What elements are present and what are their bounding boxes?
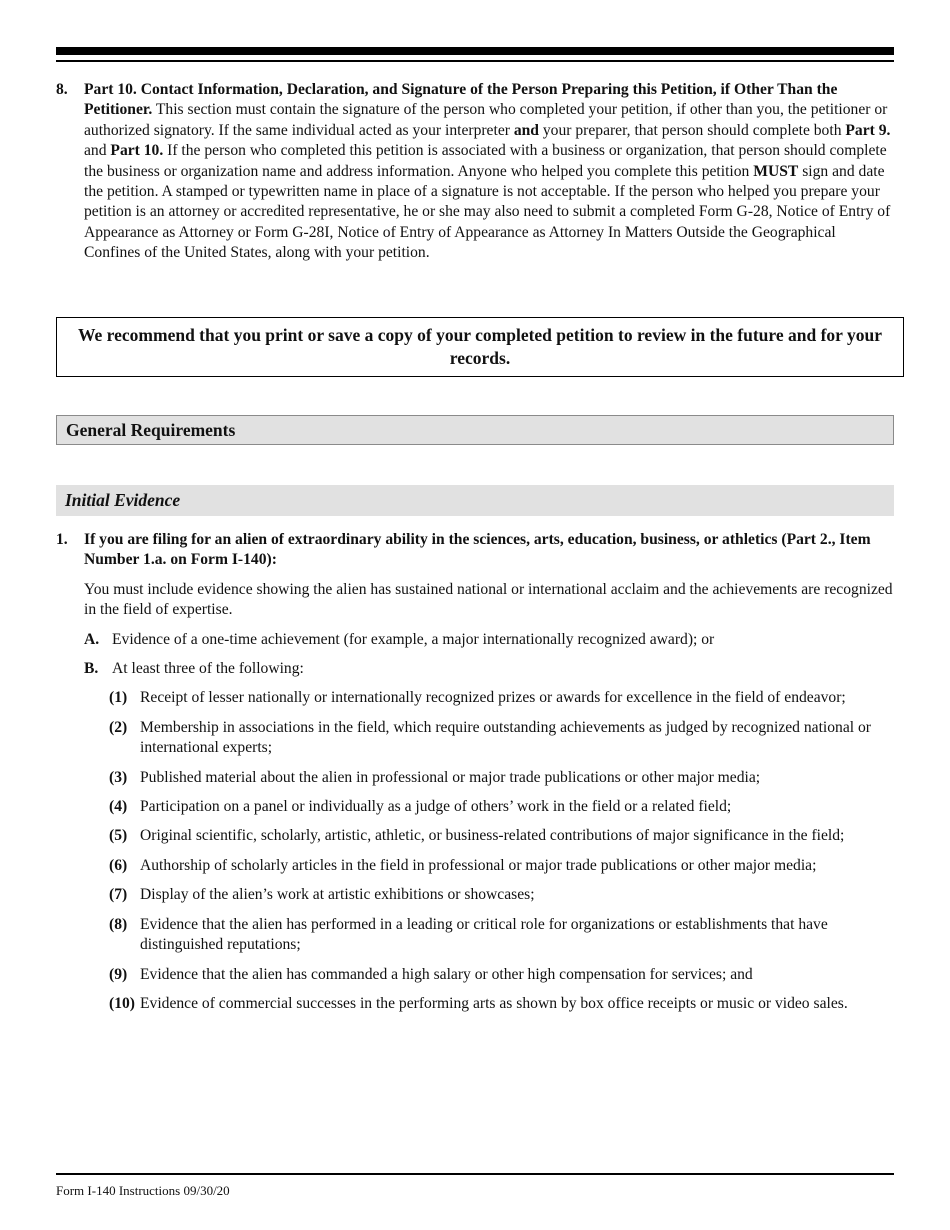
criterion-2	[109, 718, 894, 759]
text-run: your preparer, that person should complete both	[538, 121, 846, 139]
criterion-4	[109, 797, 894, 817]
text-run: This section must contain the signature of the person who completed your petition, if other than you, the petitioner or authorized signatory. If the same individual acted as your interpreter	[84, 101, 888, 139]
criterion-9	[109, 965, 894, 985]
option-a	[84, 630, 894, 650]
section-heading-general-requirements: General Requirements	[56, 415, 894, 445]
criterion-label: (5)	[109, 827, 128, 845]
footer-form-id: Form I-140 Instructions 09/30/20	[56, 1183, 230, 1198]
criterion-text: Evidence of commercial successes in the performing arts as shown by box office receipts or music or video sales.	[140, 994, 848, 1012]
header-rule-thick	[56, 47, 894, 55]
item-1-question: If you are filing for an alien of extraordinary ability in the sciences, arts, education, business, or athletics (Part 2., Item Number 1.a. on Form I-140):	[84, 531, 871, 569]
instruction-item-1	[56, 530, 894, 1014]
bold-run: Part 10.	[110, 142, 164, 160]
criterion-text: Original scientific, scholarly, artistic, athletic, or business-related contributions of major significance in the field;	[140, 827, 845, 845]
text-run: If the person who completed this petition is associated with a business or organization, that person should complete the business or organization name and address information. Anyone who helped you complete this petition	[84, 142, 887, 180]
item-number: 8.	[56, 81, 68, 98]
criterion-8	[109, 915, 894, 956]
criterion-text: Evidence that the alien has performed in a leading or critical role for organizations or establishments that have distinguished reputations;	[140, 915, 828, 954]
criterion-1	[109, 688, 894, 708]
criterion-7	[109, 885, 894, 905]
criterion-label: (2)	[109, 718, 128, 736]
criterion-label: (3)	[109, 768, 128, 786]
criterion-text: Evidence that the alien has commanded a high salary or other high compensation for services; and	[140, 965, 753, 983]
criterion-label: (10)	[109, 994, 135, 1012]
criterion-text: Receipt of lesser nationally or internationally recognized prizes or awards for excellence in the field of endeavor;	[140, 689, 846, 707]
recommendation-callout	[56, 317, 904, 377]
criterion-10	[109, 994, 894, 1014]
bold-run: MUST	[753, 162, 799, 180]
bold-run: Part 9.	[845, 121, 891, 139]
subsection-heading-initial-evidence: Initial Evidence	[56, 485, 894, 516]
item-8-text	[84, 80, 894, 264]
item-number: 1.	[56, 531, 68, 548]
option-text: Evidence of a one-time achievement (for example, a major internationally recognized award); or	[112, 630, 715, 648]
criterion-label: (6)	[109, 856, 128, 874]
criterion-label: (8)	[109, 915, 128, 933]
option-b	[84, 659, 894, 679]
callout-text: We recommend that you print or save a copy of your completed petition to review in the future and for your records.	[78, 325, 882, 368]
criterion-6	[109, 856, 894, 876]
criterion-text: Membership in associations in the field, which require outstanding achievements as judged by recognized national or international experts;	[140, 718, 871, 757]
criterion-text: Authorship of scholarly articles in the field in professional or major trade publications or other major media;	[140, 856, 817, 874]
criterion-label: (9)	[109, 965, 128, 983]
criterion-label: (4)	[109, 798, 128, 816]
criterion-text: Participation on a panel or individually as a judge of others’ work in the field or a related field;	[140, 798, 732, 816]
text-run: and	[84, 142, 111, 160]
header-rule-thin	[56, 60, 894, 62]
criterion-text: Published material about the alien in professional or major trade publications or other major media;	[140, 768, 761, 786]
option-label: A.	[84, 630, 100, 648]
criterion-5	[109, 826, 894, 846]
criterion-3	[109, 768, 894, 788]
item-8-heading: Part 10. Contact Information, Declaration, and Signature of the Person Preparing this Petition, if Other Than the Petitioner.	[84, 81, 838, 119]
footer-rule	[56, 1173, 894, 1175]
criterion-label: (7)	[109, 886, 128, 904]
bold-run: and	[513, 121, 539, 139]
option-text: At least three of the following:	[112, 660, 304, 678]
item-1-intro: You must include evidence showing the alien has sustained national or international acclaim and the achievements are recognized in the field of expertise.	[84, 580, 893, 619]
instruction-item-8	[56, 80, 894, 264]
option-label: B.	[84, 660, 99, 678]
text-run: sign and date the petition. A stamped or typewritten name in place of a signature is not acceptable. If the person who helped you prepare your petition is an attorney or accredited representative, he or she may also need to submit a completed Form G-28, Notice of Entry of Appearance as Attorney or Form G-28I, Notice of Entry of Appearance as Attorney In Matters Outside the Geographical Confines of the United States, along with your petition.	[84, 162, 891, 262]
criterion-label: (1)	[109, 689, 128, 707]
criterion-text: Display of the alien’s work at artistic exhibitions or showcases;	[140, 886, 535, 904]
